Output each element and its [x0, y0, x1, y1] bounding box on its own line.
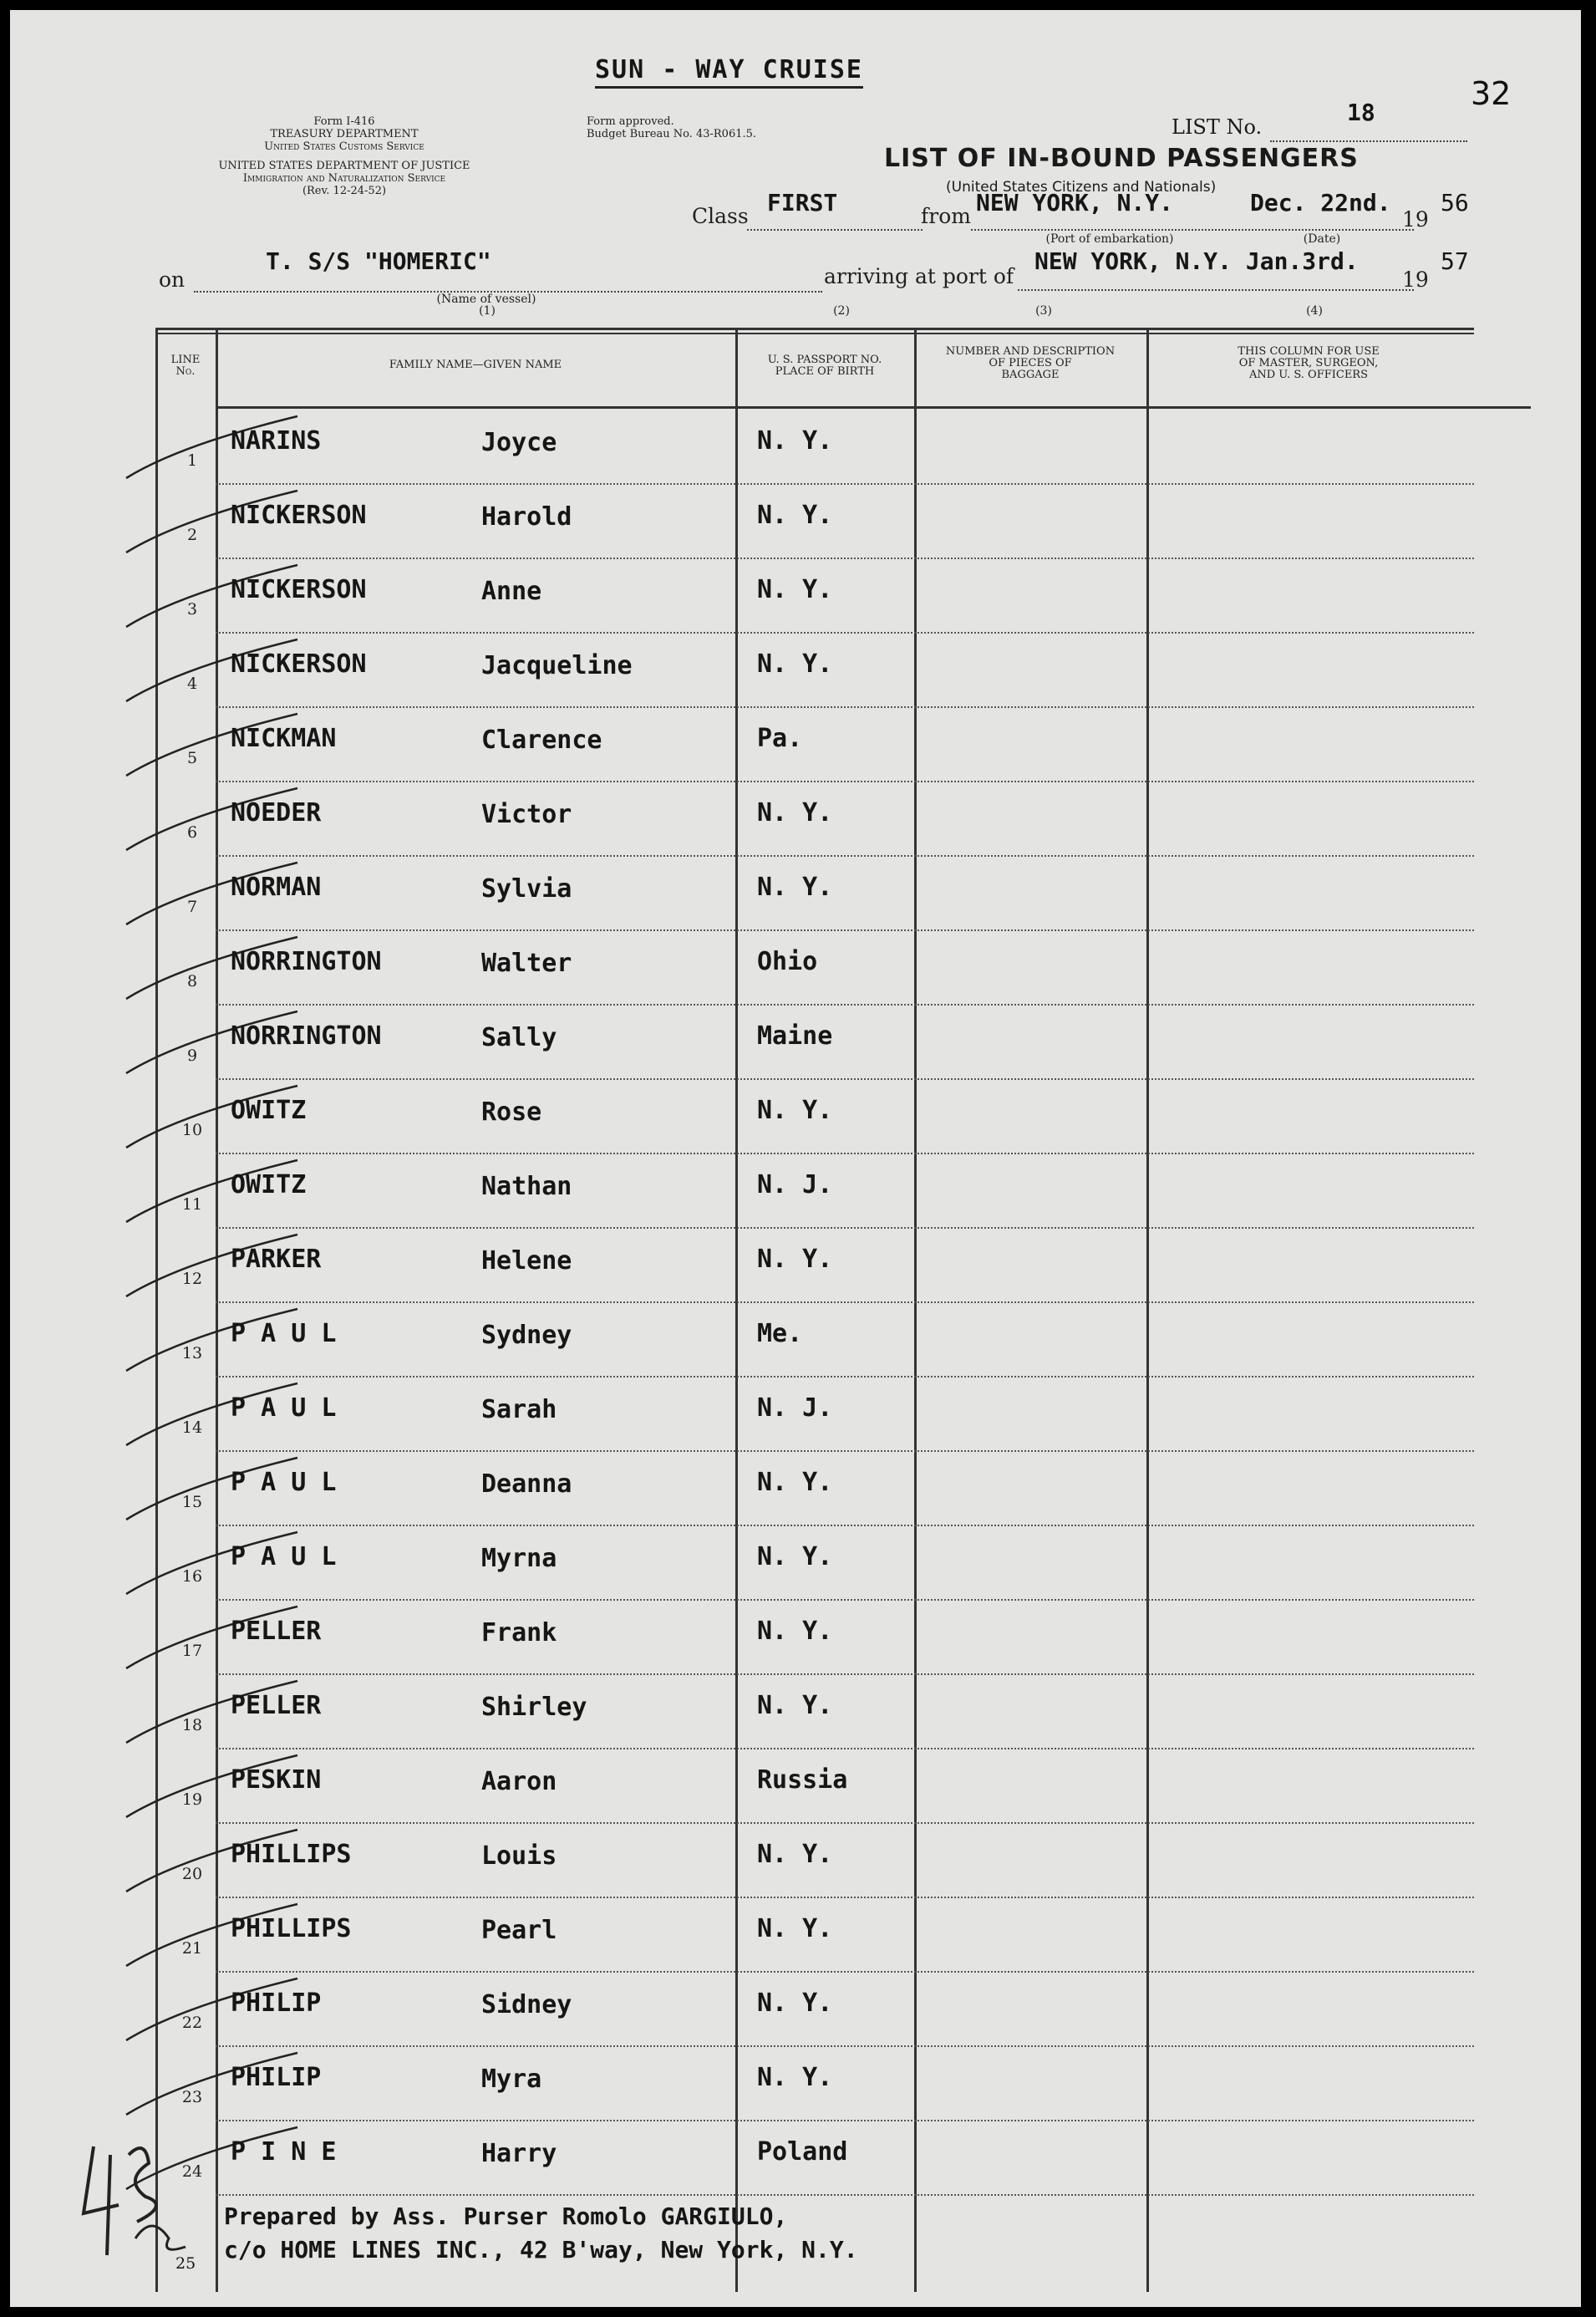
place-of-birth: N. Y. [757, 1617, 833, 1646]
given-name: Nathan [481, 1172, 572, 1201]
form-agency-block [152, 115, 536, 197]
given-name: Louis [481, 1841, 557, 1871]
row-rule [216, 2120, 1474, 2121]
from-line [971, 229, 1414, 231]
list-number [1172, 99, 1375, 139]
place-of-birth: N. Y. [757, 1468, 833, 1497]
table-row [155, 486, 1474, 560]
line-number: 6 [186, 823, 198, 842]
family-name: PESKIN [231, 1765, 322, 1795]
header-baggage: NUMBER AND DESCRIPTION OF PIECES OF BAGGAGE [945, 345, 1116, 381]
line-number: 23 [181, 2088, 203, 2106]
place-of-birth: N. J. [757, 1170, 833, 1199]
from-port: NEW YORK, N.Y. [976, 189, 1174, 216]
row-rule [216, 706, 1474, 708]
family-name: NICKMAN [231, 724, 337, 753]
given-name: Pearl [481, 1916, 557, 1945]
given-name: Harold [481, 502, 572, 532]
line-number: 24 [181, 2162, 203, 2181]
family-name: PELLER [231, 1617, 322, 1646]
header-passport: U. S. PASSPORT NO. PLACE OF BIRTH [767, 354, 882, 378]
place-of-birth: Maine [757, 1021, 833, 1051]
row-rule [216, 1227, 1474, 1229]
given-name: Walter [481, 949, 572, 978]
line-number: 9 [186, 1046, 198, 1065]
row-rule [216, 1004, 1474, 1006]
treasury-dept: TREASURY DEPARTMENT [270, 128, 419, 140]
place-of-birth: N. Y. [757, 873, 833, 902]
line-number: 5 [186, 749, 198, 767]
preparer-line-1: Prepared by Ass. Purser Romolo GARGIULO, [224, 2202, 788, 2230]
table-row [155, 2122, 1474, 2197]
table-row [155, 858, 1474, 932]
family-name: P A U L [231, 1393, 337, 1423]
class-label: Class [692, 204, 749, 228]
family-name: PHILLIPS [231, 1840, 352, 1869]
col-marker-1: (1) [479, 304, 496, 318]
justice-dept: UNITED STATES DEPARTMENT OF JUSTICE [218, 160, 470, 172]
col-marker-2: (2) [833, 304, 850, 318]
line-number: 16 [181, 1567, 203, 1586]
line-number: 12 [181, 1270, 203, 1288]
given-name: Myrna [481, 1544, 557, 1573]
family-name: NARINS [231, 426, 322, 456]
form-title: LIST OF IN-BOUND PASSENGERS [884, 144, 1359, 173]
table-row [155, 1378, 1474, 1453]
row-rule [216, 1599, 1474, 1601]
line-number: 11 [181, 1195, 203, 1214]
given-name: Sydney [481, 1321, 572, 1350]
place-of-birth: N. Y. [757, 1542, 833, 1571]
budget-bureau: Budget Bureau No. 43-R061.5. [587, 128, 757, 140]
row-rule [216, 781, 1474, 782]
row-rule [216, 929, 1474, 931]
from-label: from [921, 204, 971, 228]
row-rule [216, 558, 1474, 559]
list-number-value: 18 [1347, 99, 1375, 126]
arrive-year-prefix: 19 [1402, 267, 1429, 292]
table-row [155, 1081, 1474, 1155]
line-number: 4 [186, 675, 198, 693]
row-rule [216, 1971, 1474, 1973]
given-name: Deanna [481, 1469, 572, 1499]
line-number: 20 [181, 1865, 203, 1883]
approval-block [587, 115, 756, 140]
family-name: PELLER [231, 1691, 322, 1720]
given-name: Sally [481, 1023, 557, 1052]
line-number: 13 [181, 1344, 203, 1362]
table-row [155, 634, 1474, 709]
place-of-birth: N. J. [757, 1393, 833, 1423]
line-number-25: 25 [175, 2254, 196, 2273]
line-number: 2 [186, 526, 198, 544]
family-name: P A U L [231, 1319, 337, 1348]
arriving-label: arriving at port of [824, 264, 1014, 288]
line-number: 14 [181, 1418, 203, 1437]
from-year-prefix: 19 [1402, 207, 1429, 232]
row-rule [216, 632, 1474, 634]
given-name: Rose [481, 1097, 542, 1127]
place-of-birth: N. Y. [757, 2063, 833, 2092]
manifest-sheet [10, 10, 1581, 2307]
row-rule [216, 483, 1474, 485]
table-row [155, 1155, 1474, 1230]
vessel-name: T. S/S "HOMERIC" [266, 247, 491, 275]
line-number: 15 [181, 1493, 203, 1511]
place-of-birth: N. Y. [757, 1840, 833, 1869]
list-number-line [1270, 140, 1467, 142]
family-name: OWITZ [231, 1170, 307, 1199]
place-of-birth: N. Y. [757, 1096, 833, 1125]
row-rule [216, 1525, 1474, 1526]
header-line-no: LINE No. [170, 354, 201, 378]
table-row [155, 1230, 1474, 1304]
family-name: P A U L [231, 1542, 337, 1571]
table-row [155, 1676, 1474, 1750]
given-name: Sylvia [481, 874, 572, 904]
given-name: Myra [481, 2065, 542, 2094]
class-value: FIRST [767, 189, 838, 216]
page-number: 32 [1471, 75, 1512, 112]
row-rule [216, 1748, 1474, 1749]
family-name: P I N E [231, 2137, 337, 2167]
family-name: NICKERSON [231, 501, 367, 530]
passenger-table [155, 328, 1474, 2292]
table-row [155, 411, 1474, 486]
given-name: Frank [481, 1618, 557, 1647]
col-marker-4: (4) [1306, 304, 1323, 318]
row-rule [216, 1897, 1474, 1898]
arrive-port-date: NEW YORK, N.Y. Jan.3rd. [1034, 247, 1359, 275]
given-name: Victor [481, 800, 572, 829]
family-name: PARKER [231, 1245, 322, 1274]
given-name: Harry [481, 2139, 557, 2168]
on-label: on [159, 267, 186, 292]
given-name: Joyce [481, 428, 557, 457]
place-of-birth: N. Y. [757, 649, 833, 679]
table-top-rule [155, 328, 1474, 330]
preparer-line-2: c/o HOME LINES INC., 42 B'way, New York, N.Y. [224, 2236, 858, 2264]
row-rule [216, 855, 1474, 857]
table-row [155, 1973, 1474, 2048]
family-name: PHILLIPS [231, 1914, 352, 1943]
table-row [155, 1453, 1474, 1527]
family-name: NOEDER [231, 798, 322, 828]
place-of-birth: Russia [757, 1765, 848, 1795]
family-name: OWITZ [231, 1096, 307, 1125]
line-number: 1 [186, 451, 198, 470]
table-row [155, 783, 1474, 858]
place-of-birth: Poland [757, 2137, 848, 2167]
list-number-label: LIST No. [1172, 115, 1263, 139]
from-year: 56 [1441, 189, 1469, 216]
place-of-birth: N. Y. [757, 1914, 833, 1943]
class-line [747, 229, 923, 231]
place-of-birth: N. Y. [757, 1691, 833, 1720]
table-row [155, 1602, 1474, 1676]
table-row [155, 1825, 1474, 1899]
given-name: Jacqueline [481, 651, 633, 680]
place-of-birth: N. Y. [757, 1989, 833, 2018]
port-embark-caption: (Port of embarkation) [1045, 232, 1174, 246]
table-row [155, 2048, 1474, 2122]
place-of-birth: N. Y. [757, 426, 833, 456]
line-number: 8 [186, 972, 198, 990]
cruise-heading: SUN - WAY CRUISE [595, 55, 863, 89]
table-row [155, 1006, 1474, 1081]
line-number: 10 [181, 1121, 203, 1139]
family-name: NICKERSON [231, 575, 367, 604]
family-name: PHILIP [231, 1989, 322, 2018]
table-top-rule-2 [155, 333, 1474, 334]
table-row [155, 1750, 1474, 1825]
line-number: 22 [181, 2014, 203, 2032]
row-rule [216, 1450, 1474, 1452]
arrive-year: 57 [1441, 247, 1469, 275]
vessel-caption: (Name of vessel) [436, 293, 536, 306]
family-name: NORRINGTON [231, 947, 382, 976]
family-name: NORMAN [231, 873, 322, 902]
row-rule [216, 2045, 1474, 2047]
place-of-birth: Pa. [757, 724, 803, 753]
place-of-birth: Me. [757, 1319, 803, 1348]
row-rule [216, 1301, 1474, 1303]
line-number: 18 [181, 1716, 203, 1734]
ins-service: Immigration and Naturalization Service [242, 172, 446, 185]
from-date: Dec. 22nd. [1250, 189, 1391, 216]
form-subtitle: (United States Citizens and Nationals) [946, 179, 1217, 196]
arrive-line [1018, 289, 1414, 291]
customs-service: United States Customs Service [264, 140, 424, 153]
header-bottom-rule [216, 406, 1531, 409]
line-number: 3 [186, 600, 198, 619]
row-rule [216, 1822, 1474, 1824]
table-row [155, 932, 1474, 1006]
given-name: Sarah [481, 1395, 557, 1424]
table-row [155, 709, 1474, 783]
family-name: NORRINGTON [231, 1021, 382, 1051]
form-approved: Form approved. [587, 115, 674, 128]
header-name: FAMILY NAME—GIVEN NAME [389, 359, 562, 371]
given-name: Sidney [481, 1990, 572, 2019]
row-rule [216, 1153, 1474, 1154]
table-row [155, 560, 1474, 634]
given-name: Helene [481, 1246, 572, 1276]
header-officers: THIS COLUMN FOR USE OF MASTER, SURGEON, AND U. S. OFFICERS [1238, 345, 1380, 381]
table-row [155, 1899, 1474, 1973]
family-name: NICKERSON [231, 649, 367, 679]
form-number: Form I-416 [313, 115, 375, 128]
given-name: Clarence [481, 726, 602, 755]
place-of-birth: Ohio [757, 947, 818, 976]
given-name: Anne [481, 577, 542, 606]
col-marker-3: (3) [1035, 304, 1052, 318]
row-rule [216, 2194, 1474, 2196]
revision-date: (Rev. 12-24-52) [302, 185, 387, 197]
date-caption: (Date) [1303, 232, 1341, 246]
place-of-birth: N. Y. [757, 575, 833, 604]
place-of-birth: N. Y. [757, 798, 833, 828]
given-name: Shirley [481, 1693, 587, 1722]
line-number: 7 [186, 898, 198, 916]
place-of-birth: N. Y. [757, 1245, 833, 1274]
row-rule [216, 1673, 1474, 1675]
place-of-birth: N. Y. [757, 501, 833, 530]
row-rule [216, 1078, 1474, 1080]
given-name: Aaron [481, 1767, 557, 1796]
preparer-footer [175, 2200, 858, 2273]
family-name: P A U L [231, 1468, 337, 1497]
row-rule [216, 1376, 1474, 1377]
table-row [155, 1527, 1474, 1602]
line-number: 21 [181, 1939, 203, 1958]
line-number: 19 [181, 1790, 203, 1809]
table-row [155, 1304, 1474, 1378]
family-name: PHILIP [231, 2063, 322, 2092]
line-number: 17 [181, 1642, 203, 1660]
